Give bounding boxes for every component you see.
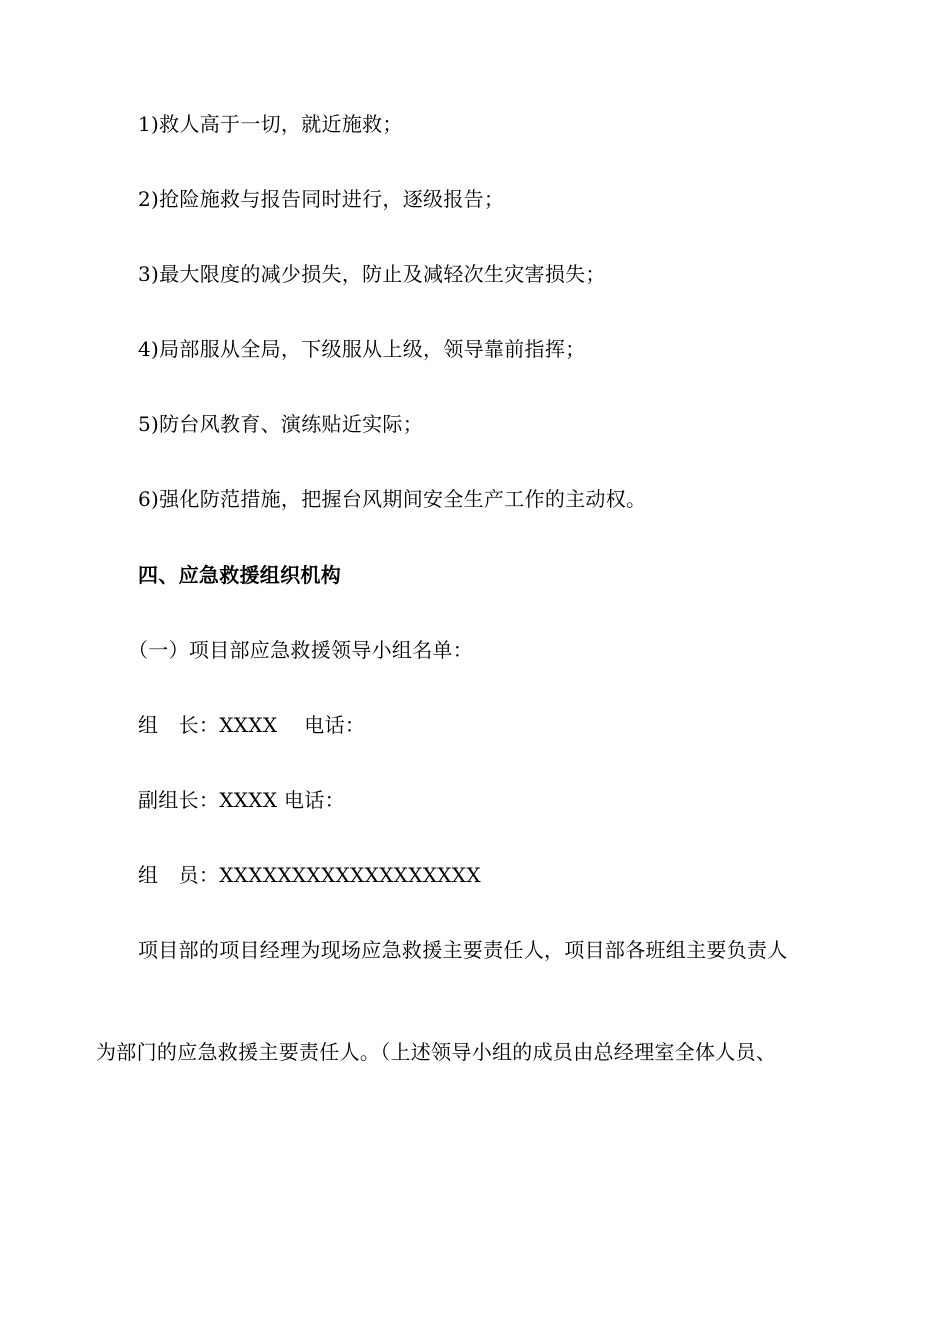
subsection-heading: （一）项目部应急救援领导小组名单： <box>128 638 474 662</box>
paragraph-line-1: 项目部的项目经理为现场应急救援主要责任人，项目部各班组主要负责人 <box>138 938 788 962</box>
team-leader: 组 长：XXXX 电话： <box>138 713 366 737</box>
principle-3: 3)最大限度的减少损失，防止及减轻次生灾害损失； <box>138 262 606 286</box>
section-heading: 四、应急救援组织机构 <box>138 563 341 587</box>
principle-5: 5)防台风教育、演练贴近实际； <box>138 412 424 436</box>
team-members: 组 员：XXXXXXXXXXXXXXXXXX <box>138 863 481 887</box>
principle-4: 4)局部服从全局，下级服从上级，领导靠前指挥； <box>138 337 586 361</box>
team-deputy: 副组长：XXXX 电话： <box>138 788 345 812</box>
paragraph-line-2: 为部门的应急救援主要责任人。（上述领导小组的成员由总经理室全体人员、 <box>96 1040 777 1064</box>
principle-2: 2)抢险施救与报告同时进行，逐级报告； <box>138 187 505 211</box>
principle-6: 6)强化防范措施，把握台风期间安全生产工作的主动权。 <box>138 487 647 511</box>
principle-1: 1)救人高于一切，就近施救； <box>138 112 403 136</box>
